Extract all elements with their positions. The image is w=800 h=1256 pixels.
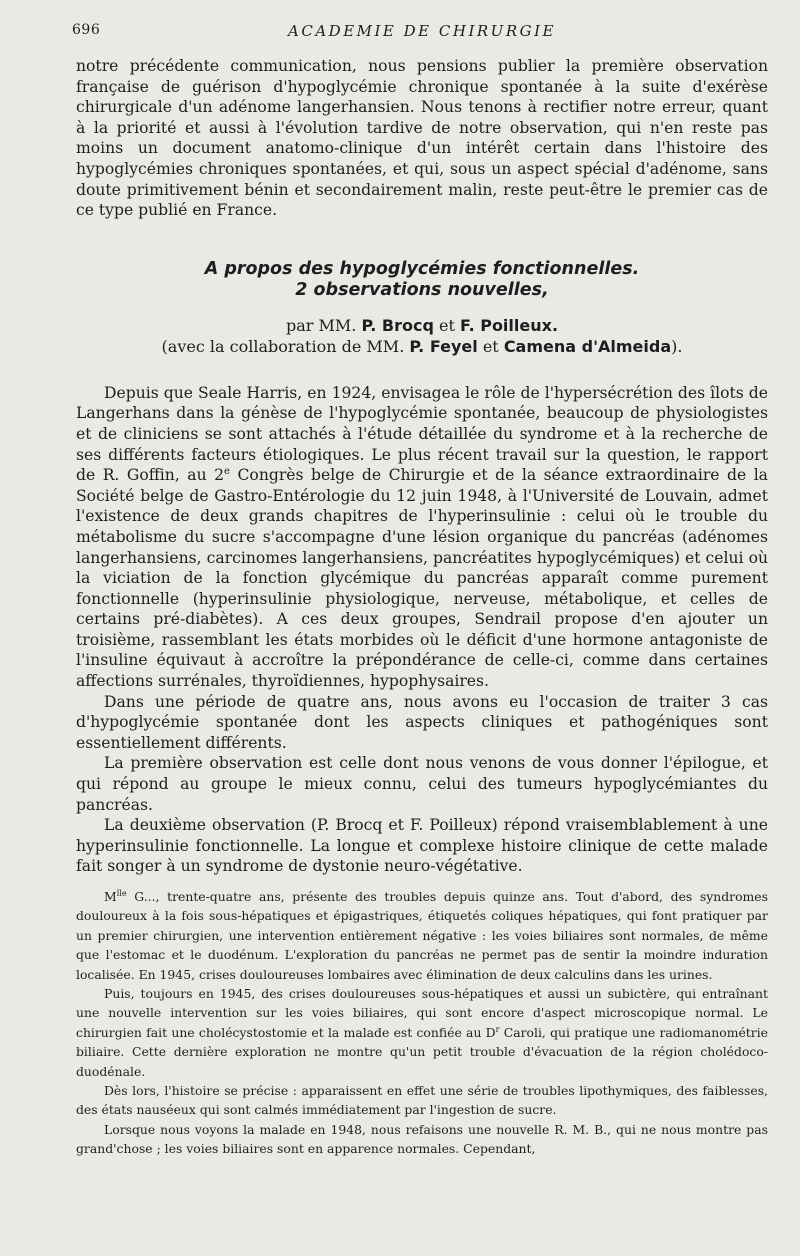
intro-paragraph: notre précédente communication, nous pensions publier la première observation française de guérison d'hypoglycémie chronique spontanée à la suite d'exérèse chirurgicale d'un adénome langerhansien. Nous tenons à rectifier notre erreur, quant à la priorité et aussi à l'évolution tardive de notre observation, qui n'en reste pas moins un document anatomo-clinique d'un intérêt certain dans l'histoire des hypoglycémies chroniques spontanées, et qui, sous un aspect spécial d'adénome, sans doute primitivement bénin et secondairement malin, reste peut-être le premier cas de ce type publié en France. xyxy=(76,57,768,220)
article-title-line-2: 2 observations nouvelles, xyxy=(295,279,549,300)
running-head: ACADEMIE DE CHIRURGIE xyxy=(288,22,556,40)
case-paragraph: Lorsque nous voyons la malade en 1948, nous refaisons une nouvelle R. M. B., qui ne nous montre pas grand'chose ; les voies biliaires sont en apparence normales. Cependant, xyxy=(76,1121,768,1157)
article-authors xyxy=(76,315,768,357)
paragraph: La deuxième observation (P. Brocq et F. Poilleux) répond vraisemblablement à une hyperinsulinie fonctionnelle. La longue et complexe histoire clinique de cette malade fait songer à un syndrome de dystonie neuro-végétative. xyxy=(76,816,768,876)
collab-conjunction: et xyxy=(482,336,499,356)
page-header xyxy=(72,22,772,44)
collaborator-name: P. Feyel xyxy=(409,336,478,356)
article-title xyxy=(76,259,768,301)
paragraph: La première observation est celle dont nous venons de vous donner l'épilogue, et qui répond au groupe le mieux connu, celui des tumeurs hypoglycémiantes du pancréas. xyxy=(76,754,768,814)
authors-line xyxy=(76,315,768,336)
authors-conjunction: et xyxy=(438,315,455,335)
collaborators-line xyxy=(76,336,768,357)
main-text xyxy=(76,383,768,877)
article-title-line-1: A propos des hypoglycémies fonctionnelles. xyxy=(204,258,640,279)
case-paragraph: $M^{lle}$ G..., trente-quatre ans, présente des troubles depuis quinze ans. Tout d'abord, des syndromes douloureux à la fois sous-hépatiques et épigastriques, étiquetés coliques hépatiques, qui font pratiquer par un premier chirurgien, une intervention entièrement négative : les voies biliaires sont normales, de même que l'estomac et le duodénum. L'exploration du pancréas ne permet pas de sentir la moindre induration localisée. En 1945, crises douloureuses lombaires avec élimination de deux calculins dans les urines. xyxy=(76,888,768,982)
page-body xyxy=(76,56,768,1159)
paragraph: Depuis que Seale Harris, en 1924, envisagea le rôle de l'hypersécrétion des îlots de Langerhans dans la génèse de l'hypoglycémie spontanée, beaucoup de physiologistes et de cliniciens se sont attachés à l'étude détaillée du syndrome et à la recherche de ses différents facteurs étiologiques. Le plus récent travail sur la question, le rapport de R. Goffin, au 2e Congrès belge de Chirurgie et de la séance extraordinaire de la Société belge de Gastro-Entérologie du 12 juin 1948, à l'Université de Louvain, admet l'existence de deux grands chapitres de l'hyperinsulinie : celui où le trouble du métabolisme du sucre s'accompagne d'une lésion organique du pancréas (adénomes langerhansiens, carcinomes langerhansiens, pancréatites hypoglycémiques) et celui où la viciation de la fonction glycémique du pancréas apparaît comme purement fonctionnelle (hyperinsulinie physiologique, nerveuse, métabolique, et celles de certains pré-diabètes). A ces deux groupes, Sendrail propose d'en ajouter un troisième, rassemblant les états morbides où le déficit d'une hormone antagoniste de l'insuline équivaut à accroître la prépondérance de celle-ci, comme dans certaines affections surrénales, thyroïdiennes, hypophysaires. xyxy=(76,383,768,691)
authors-prefix: par MM. xyxy=(285,315,357,335)
case-report xyxy=(76,887,768,1159)
case-paragraph: Dès lors, l'histoire se précise : apparaissent en effet une série de troubles lipothymiques, des faiblesses, des états nauséeux qui sont calmés immédiatement par l'ingestion de sucre. xyxy=(76,1083,768,1118)
case-paragraph: Puis, toujours en 1945, des crises douloureuses sous-hépatiques et aussi un subictère, qui entraînant une nouvelle intervention sur les voies biliaires, qui sont encore d'aspect microscopique normal. Le chirurgien fait une cholécystostomie et la malade est confiée au $D^r$ Caroli, qui pratique une radiomanométrie biliaire. Cette dernière exploration ne montre qu'un petit trouble d'évacuation de la région cholédoco-duodénale. xyxy=(76,986,768,1079)
page-number: 696 xyxy=(72,22,101,38)
collab-suffix: ). xyxy=(671,336,683,356)
author-name: P. Brocq xyxy=(361,315,434,335)
author-name: F. Poilleux. xyxy=(459,315,559,335)
collaborator-name: Camena d'Almeida xyxy=(503,336,672,356)
paragraph: Dans une période de quatre ans, nous avons eu l'occasion de traiter 3 cas d'hypoglycémie spontanée dont les aspects cliniques et pathogéniques sont essentiellement différents. xyxy=(76,692,768,752)
collab-prefix: (avec la collaboration de MM. xyxy=(161,336,405,356)
